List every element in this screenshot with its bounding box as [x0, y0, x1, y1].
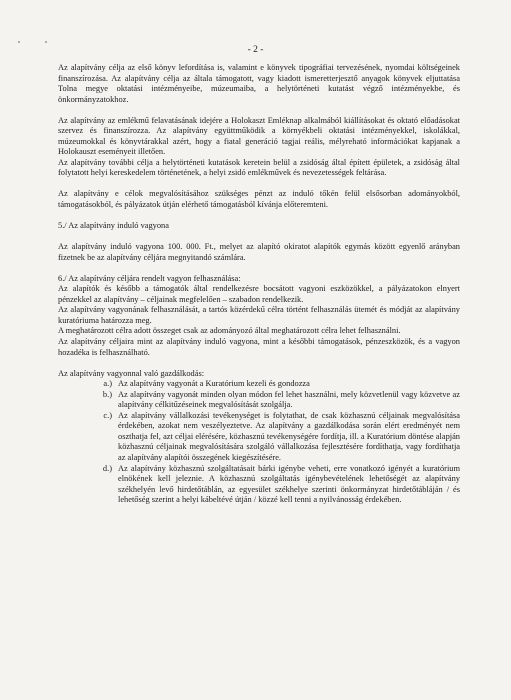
paragraph-asset-use-3: A meghatározott célra adott összeget csak az adományozó által meghatározott célra lehet felhasználni. [58, 326, 401, 336]
paragraph-translation-goal: Az alapítvány célja az első könyv lefordítása is, valamint e könyvek tipográfiai tervezésének, nyomdai költségeinek finanszírozása. Az alapítvány célja az általa támogatott, vagy kiadott ismeretterjesztő anyagok könyvek eljuttatása Tolna megye oktatási intézményeibe, múzeumaiba, a helytörténeti kutatást végző intézményekbe, és önkormányzatokhoz. [58, 63, 460, 104]
paragraph-local-history: Az alapítvány további célja a helytörténeti kutatások keretein belül a zsidóság által épített épületek, a zsidóság által folytatott helyi kereskedelem történetének, a helyi zsidó emlékművek és nevezetességek feltárása. [58, 157, 460, 178]
paragraph-asset-use-2: Az alapítvány vagyonának felhasználását, a tartós közérdekű célra történt felhasználás ütemét és módját az alapítvány kuratóriuma határozza meg. [58, 305, 460, 325]
paragraph-asset-use-1: Az alapítók és később a támogatók által rendelkezésre bocsátott vagyoni eszközökkel, a pályázatokon elnyert pénzekkel az alapítvány – céljainak megfelelően – szabadon rendelkezik. [58, 284, 460, 304]
paragraph-asset-use-4: Az alapítvány céljaira mint az alapítvány induló vagyona, mint a későbbi támogatások, pénzeszközök, és a vagyon hozadéka is felhasználható. [58, 336, 460, 357]
list-item-label: a.) [103, 379, 112, 389]
list-item-text: Az alapítvány vagyonát minden olyan módon fel lehet használni, mely közvetlenül vagy közvetve az alapítvány célkitűzéseinek megvalósítását szolgálja. [118, 389, 460, 410]
list-item-text: Az alapítvány közhasznú szolgáltatásait bárki igénybe veheti, erre vonatkozó igényét a kuratórium elnökének kell jeleznie. A közhasznú szolgáltatás igénybevételének lehetőségét az alapítvány székhelyén levő hirdetőtáblán, az egyesület székhelye szerinti önkormányzat hirdetőtábláján / és lehetőség szerint a helyi kábeltévé útján / közzé kell tenni a nyilvánosság érdekében. [118, 463, 460, 505]
list-item [58, 464, 460, 506]
section-heading-asset-use: 6./ Az alapítvány céljára rendelt vagyon felhasználása: [58, 273, 241, 283]
list-item-label: d.) [102, 463, 112, 473]
list-item-label: c.) [103, 410, 112, 420]
list-item-text: Az alapítvány vállalkozási tevékenységet is folytathat, de csak közhasznú céljainak megvalósítása érdekében, azokat nem veszélyeztetve. Az alapítvány a gazdálkodása során elért eredményét nem oszthatja fel, azt céljai elérésére, közhasznú tevékenységére fordítja, ill. a Kuratórium döntése alapján közhasznú céljainak megvalósítására szolgáló vállalkozása fejlesztésére fordíthatja, vagy fordíthatja az alapítvány alapítói összegének kiegészítésére. [118, 410, 460, 462]
list-item-text: Az alapítvány vagyonát a Kuratórium kezeli és gondozza [118, 379, 310, 389]
list-item [58, 379, 460, 390]
paragraph-funding: Az alapítvány e célok megvalósításához szükséges pénzt az induló tőkén felül elsősorban adományokból, támogatásokból, és pályázatok útján elérhető támogatásból kívánja előteremteni. [58, 189, 460, 210]
list-item [58, 411, 460, 464]
section-heading-initial-assets: 5./ Az alapítvány induló vagyona [58, 221, 169, 231]
asset-management-list [58, 379, 460, 506]
scan-speck [45, 41, 47, 43]
paragraph-exhibitions: Az alapítvány az emlékmű felavatásának idejére a Holokaszt Emléknap alkalmából kiállításokat és oktató előadásokat szervez és finanszírozza. Az alapítvány együttműködik a környékbeli oktatási intézményekkel, iskolákkal, múzeumokkal és könyvtárakkal azért, hogy a fiatal generáció tagjai reális, mélyreható információkat kapjanak a Holokauszt eseményeit illetően. [58, 115, 460, 157]
document-body [58, 63, 460, 506]
list-item [58, 390, 460, 411]
list-item-label: b.) [102, 389, 112, 399]
paragraph-initial-assets: Az alapítvány induló vagyona 100. 000. Ft., melyet az alapító okiratot alapítók egymás között egyenlő arányban fizetnek be az alapítvány céljára megnyitandó számlára. [58, 242, 460, 262]
page-number: - 2 - [247, 45, 264, 55]
section-heading-asset-management: Az alapítvány vagyonnal való gazdálkodás: [58, 368, 205, 378]
scan-speck [18, 41, 20, 43]
